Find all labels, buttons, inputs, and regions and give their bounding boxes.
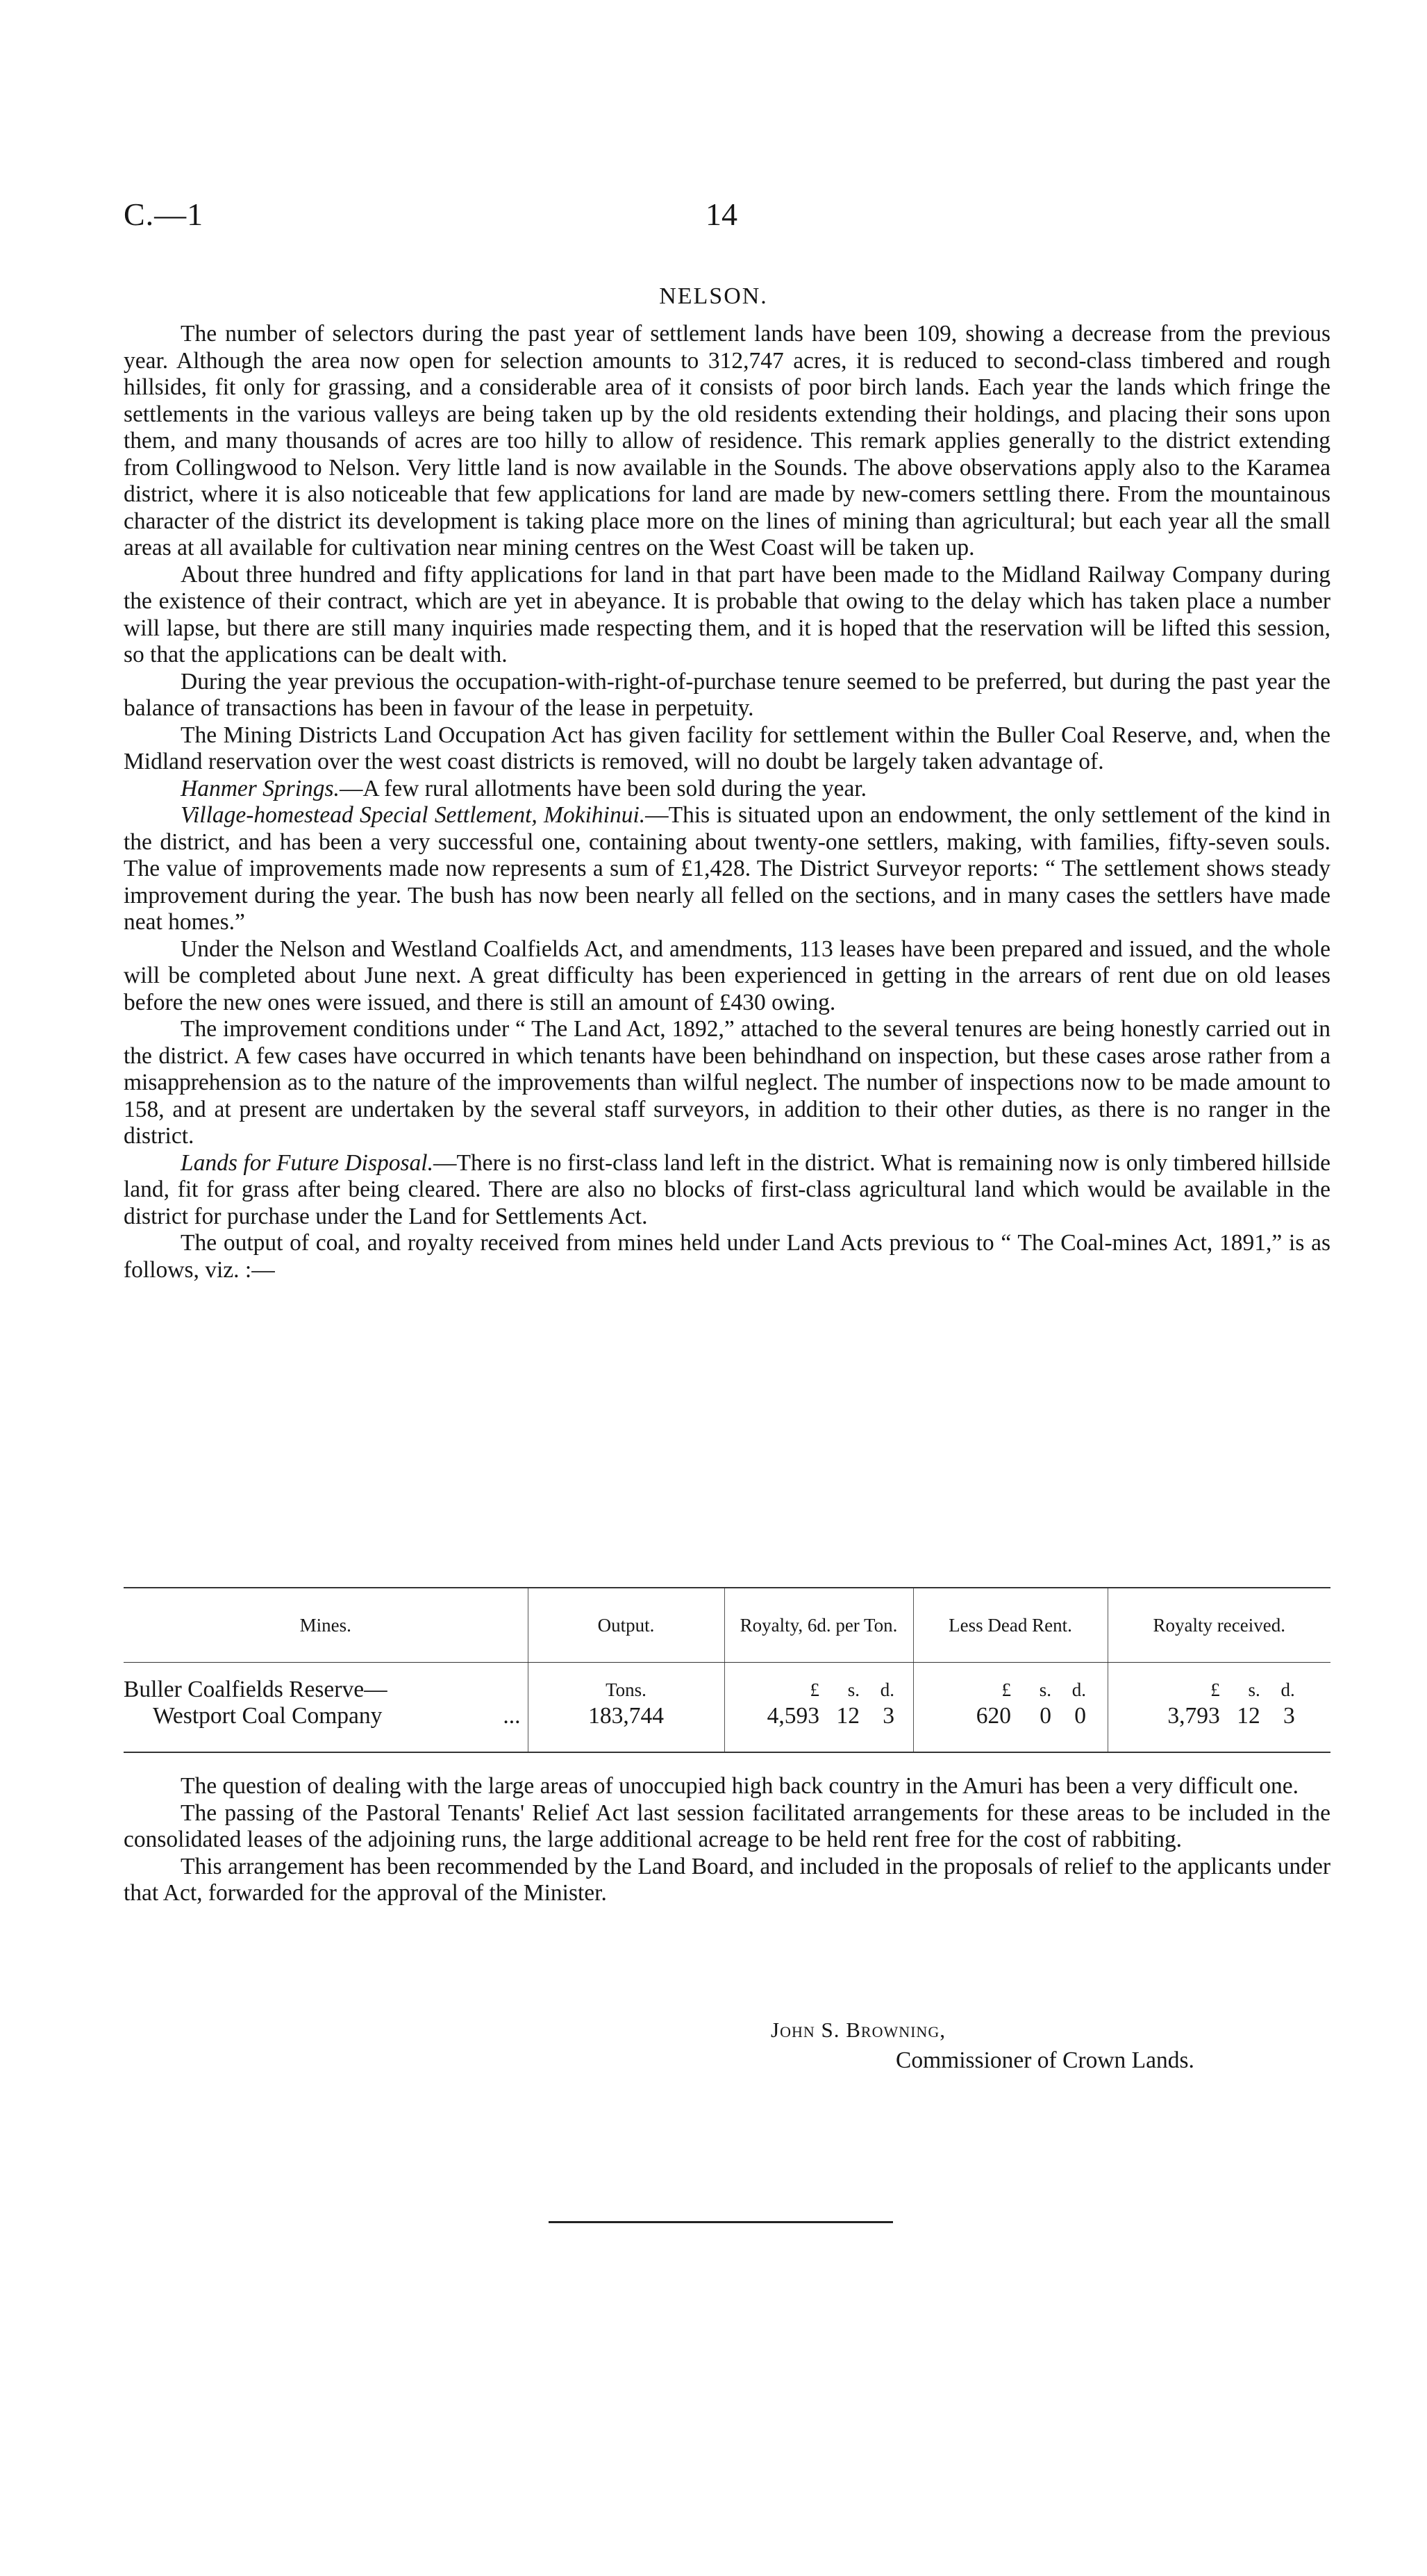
paragraph-village-settlement xyxy=(124,802,1330,936)
document-code: C.—1 xyxy=(124,197,204,232)
village-text: —This is situated upon an endowment, the only settlement of the kind in the district, and has been a very successful one, containing about twenty-one settlers, making, with families, fifty-seven souls. The value of improvements made now represents a sum of £1,428. The District Surveyor reports: “ The settlement shows steady improvement during the year. The bush has now been nearly all felled on the sections, and in many cases the settlers have made neat homes.” xyxy=(124,802,1330,935)
unit-shilling: s. xyxy=(1248,1679,1260,1700)
page-number: 14 xyxy=(706,197,737,232)
received-pence: 3 xyxy=(1283,1703,1295,1729)
royalty-pence: 3 xyxy=(883,1703,894,1729)
cell-mine xyxy=(124,1663,528,1752)
header-output: Output. xyxy=(528,1588,724,1663)
coal-royalty-table xyxy=(124,1587,1330,1753)
hanmer-text: —A few rural allotments have been sold during the year. xyxy=(339,775,867,801)
header-royalty-received: Royalty received. xyxy=(1108,1588,1330,1663)
signature-title: Commissioner of Crown Lands. xyxy=(896,2047,1194,2073)
paragraph-tenure-preference: During the year previous the occupation-with-right-of-purchase tenure seemed to be preferred, but during the past year the balance of transactions has been in favour of the lease in perpetuity. xyxy=(124,668,1330,721)
signature-name: John S. Browning, xyxy=(771,2018,946,2042)
unit-pence: d. xyxy=(1071,1679,1086,1700)
unit-shilling: s. xyxy=(1039,1679,1051,1700)
royalty-pounds: 4,593 xyxy=(767,1703,819,1729)
report-body xyxy=(124,321,1330,1283)
cell-royalty xyxy=(724,1663,913,1752)
lands-future-heading: Lands for Future Disposal. xyxy=(181,1149,433,1176)
paragraph-selectors: The number of selectors during the past year of settlement lands have been 109, showing a decrease from the previous year. Although the area now open for selection amounts to 312,747 acres, it is reduced to second-class timbered and rough hillsides, fit only for grassing, and a considerable area of it consists of poor birch lands. Each year the lands which fringe the settlements in the various valleys are being taken up by the old residents extending their holdings, and placing their sons upon them, and many thousands of acres are too hilly to allow of residence. This remark applies generally to the district extending from Collingwood to Nelson. Very little land is now available in the Sounds. The above observations apply also to the Karamea district, where it is also noticeable that few applications for land are made by new-comers settling there. From the mountainous character of the district its development is taking place more on the lines of mining than agricultural; but each year all the small areas at all available for cultivation near mining centres on the West Coast will be taken up. xyxy=(124,321,1330,560)
paragraph-lands-future-disposal xyxy=(124,1150,1330,1231)
header-royalty: Royalty, 6d. per Ton. xyxy=(724,1588,913,1663)
section-title: NELSON. xyxy=(659,283,768,309)
closing-section xyxy=(124,1773,1330,1907)
received-shillings: 12 xyxy=(1237,1703,1260,1729)
paragraph-land-board: This arrangement has been recommended by the Land Board, and included in the proposals of relief to the applicants under that Act, forwarded for the approval of the Minister. xyxy=(124,1853,1330,1906)
dead-rent-pence: 0 xyxy=(1074,1703,1086,1729)
paragraph-pastoral-relief: The passing of the Pastoral Tenants' Relief Act last session facilitated arrangements for these areas to be included in the consolidated leases of the adjoining runs, the large additional acreage to be held rent free for the cost of rabbiting. xyxy=(124,1800,1330,1852)
unit-tons: Tons. xyxy=(606,1679,646,1700)
unit-shilling: s. xyxy=(847,1679,860,1700)
cell-royalty-received xyxy=(1108,1663,1330,1752)
received-pounds: 3,793 xyxy=(1167,1703,1220,1729)
header-dead-rent: Less Dead Rent. xyxy=(913,1588,1108,1663)
paragraph-amuri: The question of dealing with the large areas of unoccupied high back country in the Amuri has been a very difficult one. xyxy=(181,1773,1299,1799)
unit-pound: £ xyxy=(1210,1679,1220,1700)
paragraph-hanmer-springs xyxy=(124,776,1330,803)
village-heading: Village-homestead Special Settlement, Mokihinui. xyxy=(181,802,646,828)
mine-group: Buller Coalfields Reserve— xyxy=(124,1677,387,1702)
paragraph-mining-districts-act: The Mining Districts Land Occupation Act has given facility for settlement within the Buller Coal Reserve, and, when the Midland reservation over the west coast districts is removed, will no doubt be largely taken advantage of. xyxy=(124,722,1330,774)
paragraph-coalfields-leases: Under the Nelson and Westland Coalfields Act, and amendments, 113 leases have been prepared and issued, and the whole will be completed about June next. A great difficulty has been experienced in getting in the arrears of rent due on old leases before the new ones were issued, and there is still an amount of £430 owing. xyxy=(124,936,1330,1015)
unit-pound: £ xyxy=(810,1679,819,1700)
header-mines: Mines. xyxy=(124,1588,528,1663)
paragraph-coal-output-intro: The output of coal, and royalty received from mines held under Land Acts previous to “ The Coal-mines Act, 1891,” is as follows, viz. :— xyxy=(124,1230,1330,1283)
output-value: 183,744 xyxy=(588,1703,664,1729)
table-header-row xyxy=(124,1588,1330,1663)
unit-pence: d. xyxy=(880,1679,894,1700)
lands-future-text: —There is no first-class land left in the district. What is remaining now is only timbered hillside land, fit for grass after being cleared. There are also no blocks of first-class agricultural land which would be available in the district for purchase under the Land for Settlements Act. xyxy=(124,1149,1330,1229)
dead-rent-shillings: 0 xyxy=(1040,1703,1051,1729)
closing-rule xyxy=(549,2221,893,2223)
cell-output xyxy=(528,1663,724,1752)
paragraph-midland-applications: About three hundred and fifty applications for land in that part have been made to the Midland Railway Company during the existence of their contract, which are yet in abeyance. It is probable that owing to the delay which has taken place a number will lapse, but there are still many inquiries made respecting them, and it is hoped that the reservation will be lifted this session, so that the applications can be dealt with. xyxy=(124,561,1330,667)
dead-rent-pounds: 620 xyxy=(976,1703,1011,1729)
table-row xyxy=(124,1663,1330,1752)
paragraph-improvement-conditions: The improvement conditions under “ The Land Act, 1892,” attached to the several tenures are being honestly carried out in the district. A few cases have occurred in which tenants have been behindhand on inspection, but these cases arose rather from a misapprehension as to the nature of the improvements than wilful neglect. The number of inspections now to be made amount to 158, and at present are undertaken by the several staff surveyors, in addition to their other duties, as there is no ranger in the district. xyxy=(124,1016,1330,1149)
cell-dead-rent xyxy=(913,1663,1108,1752)
royalty-shillings: 12 xyxy=(836,1703,860,1729)
leader-dots: ... xyxy=(503,1703,521,1729)
mine-name: Westport Coal Company xyxy=(153,1703,383,1729)
unit-pence: d. xyxy=(1280,1679,1295,1700)
hanmer-heading: Hanmer Springs. xyxy=(181,775,340,801)
unit-pound: £ xyxy=(1001,1679,1011,1700)
